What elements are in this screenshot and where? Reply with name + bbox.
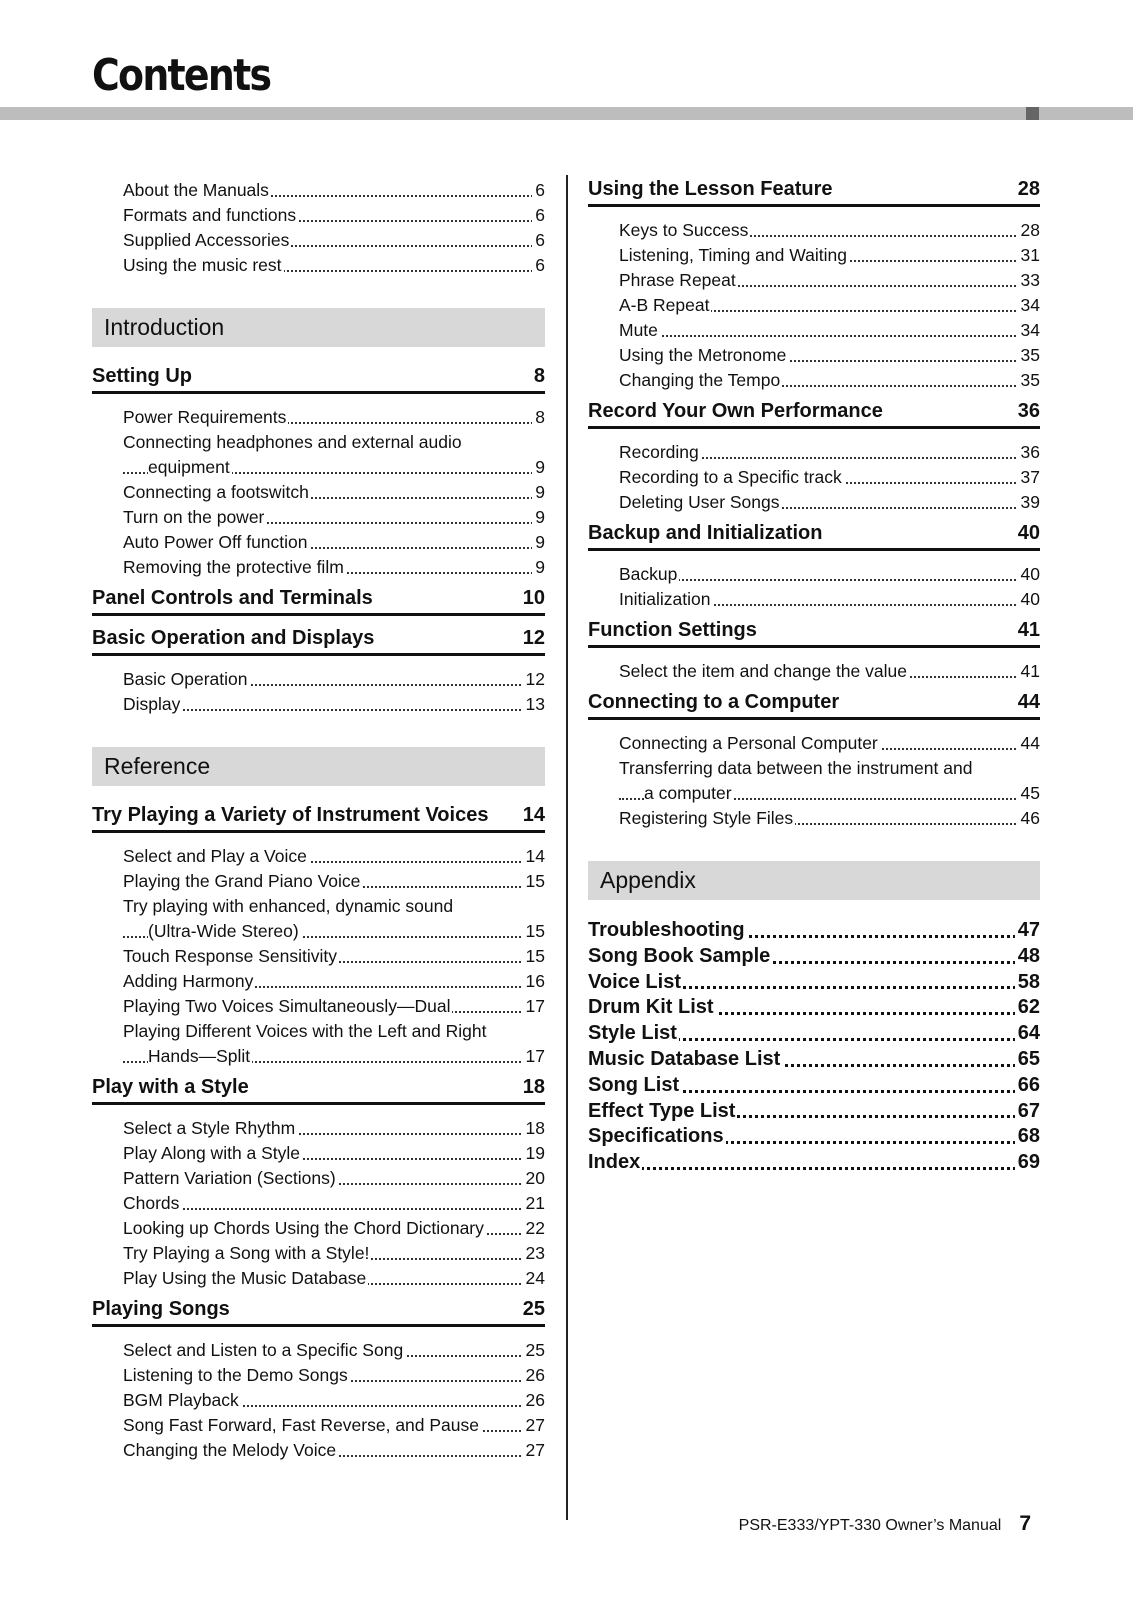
toc-entry[interactable] [123, 1216, 545, 1241]
toc-entry[interactable] [619, 268, 1040, 293]
toc-entry[interactable] [123, 869, 545, 894]
entry-page: 37 [1018, 465, 1040, 490]
chapter-page: 14 [522, 804, 545, 826]
footer-manual-title: PSR-E333/YPT-330 Owner’s Manual [738, 1517, 1002, 1534]
entry-title: Song Book Sample [588, 944, 771, 967]
entry-title: Display [123, 694, 181, 714]
entry-page: 27 [523, 1438, 545, 1463]
chapter-title: Setting Up [92, 365, 192, 387]
toc-entry[interactable] [619, 806, 1040, 831]
entry-page: 18 [523, 1116, 545, 1141]
entry-title: Pattern Variation (Sections) [123, 1168, 336, 1188]
toc-entry[interactable] [619, 587, 1040, 612]
entry-page: 68 [1015, 1124, 1040, 1150]
entry-title: Basic Operation [123, 669, 248, 689]
chapter-page: 28 [1017, 178, 1040, 200]
toc-entry[interactable] [123, 1116, 545, 1141]
entry-title: Changing the Melody Voice [123, 1440, 337, 1460]
toc-entry[interactable] [619, 490, 1040, 515]
entry-title-line [123, 430, 545, 455]
appendix-entry[interactable] [588, 1073, 1040, 1099]
entry-title: Connecting a Personal Computer [619, 733, 878, 753]
entry-page: 31 [1018, 243, 1040, 268]
toc-entry[interactable] [619, 293, 1040, 318]
entry-title: BGM Playback [123, 1390, 239, 1410]
chapter-entry[interactable] [92, 1298, 545, 1327]
chapter-entry[interactable] [92, 804, 545, 833]
entry-title: Connecting a footswitch [123, 482, 309, 502]
entry-title: Registering Style Files [619, 808, 794, 828]
entry-page: 21 [523, 1191, 545, 1216]
page-title: Contents [92, 50, 271, 101]
toc-entry[interactable] [123, 1266, 545, 1291]
entry-page: 58 [1015, 970, 1040, 996]
entry-page: 19 [523, 1141, 545, 1166]
dot-leader [123, 709, 545, 711]
chapter-page: 41 [1017, 619, 1040, 641]
toc-entry[interactable] [123, 844, 545, 869]
toc-entry[interactable] [123, 1019, 545, 1069]
toc-entry[interactable] [123, 1438, 545, 1463]
entry-page: 33 [1018, 268, 1040, 293]
chapter-entry[interactable] [92, 587, 545, 616]
appendix-entry[interactable] [588, 918, 1040, 944]
section-heading: Introduction [92, 308, 545, 347]
entry-page: 34 [1018, 318, 1040, 343]
chapter-title: Using the Lesson Feature [588, 178, 833, 200]
appendix-entry[interactable] [588, 1047, 1040, 1073]
toc-entry[interactable] [123, 1363, 545, 1388]
entry-page: 47 [1015, 918, 1040, 944]
entry-page: 9 [532, 555, 545, 580]
entry-title: Style List [588, 1022, 677, 1045]
dot-leader [588, 1167, 1040, 1170]
entry-title: Phrase Repeat [619, 270, 736, 290]
chapter-title: Panel Controls and Terminals [92, 587, 373, 609]
entry-page: 62 [1015, 995, 1040, 1021]
dot-leader [619, 579, 1040, 581]
toc-entry[interactable] [619, 343, 1040, 368]
entry-title-line [123, 1019, 545, 1044]
entry-title: Using the Metronome [619, 345, 787, 365]
entry-page: 12 [523, 667, 545, 692]
entry-page: 25 [523, 1338, 545, 1363]
toc-entry[interactable] [619, 243, 1040, 268]
entry-page: 15 [523, 944, 545, 969]
entry-title: Drum Kit List [588, 996, 714, 1019]
entry-title: Voice List [588, 970, 681, 993]
entry-title: Recording to a Specific track [619, 467, 842, 487]
chapter-title: Function Settings [588, 619, 757, 641]
entry-page: 6 [532, 178, 545, 203]
entry-page: 67 [1015, 1099, 1040, 1125]
appendix-entry[interactable] [588, 1124, 1040, 1150]
toc-entry[interactable] [619, 368, 1040, 393]
entry-page: 9 [532, 505, 545, 530]
entry-title: Play Using the Music Database [123, 1268, 367, 1288]
toc-entry[interactable] [123, 994, 545, 1019]
entry-page: 9 [532, 530, 545, 555]
page-footer [0, 1512, 1031, 1536]
toc-right-column [588, 178, 1040, 1176]
entry-title: Select and Play a Voice [123, 846, 307, 866]
entry-title: Specifications [588, 1125, 724, 1148]
entry-page: 6 [532, 203, 545, 228]
entry-page: 40 [1018, 562, 1040, 587]
toc-entry[interactable] [123, 944, 545, 969]
entry-title: Looking up Chords Using the Chord Dictionary [123, 1218, 484, 1238]
entry-title: Listening to the Demo Songs [123, 1365, 348, 1385]
entry-page: 48 [1015, 944, 1040, 970]
entry-page: 9 [532, 480, 545, 505]
chapter-title: Play with a Style [92, 1076, 249, 1098]
chapter-page: 8 [533, 365, 545, 387]
appendix-entry[interactable] [588, 1021, 1040, 1047]
entry-page: 46 [1018, 806, 1040, 831]
entry-page: 35 [1018, 368, 1040, 393]
toc-entry[interactable] [123, 1388, 545, 1413]
chapter-page: 36 [1017, 400, 1040, 422]
header-rule-marker [1026, 107, 1039, 120]
toc-entry[interactable] [123, 1141, 545, 1166]
entry-page: 14 [523, 844, 545, 869]
entry-title-line [619, 756, 1040, 781]
entry-page: 28 [1018, 218, 1040, 243]
entry-title: Song List [588, 1073, 680, 1096]
entry-title: Effect Type List [588, 1099, 736, 1122]
chapter-page: 40 [1017, 522, 1040, 544]
entry-title: About the Manuals [123, 180, 269, 200]
entry-title: A-B Repeat [619, 295, 710, 315]
toc-entry[interactable] [123, 1191, 545, 1216]
toc-entry[interactable] [619, 440, 1040, 465]
entry-title: Touch Response Sensitivity [123, 946, 337, 966]
entry-title: Play Along with a Style [123, 1143, 301, 1163]
toc-entry[interactable] [123, 530, 545, 555]
chapter-page: 25 [522, 1298, 545, 1320]
entry-page: 15 [523, 919, 545, 944]
entry-title: Listening, Timing and Waiting [619, 245, 847, 265]
chapter-title: Playing Songs [92, 1298, 230, 1320]
toc-entry[interactable] [123, 555, 545, 580]
entry-title-continued [123, 1044, 545, 1069]
appendix-entry[interactable] [588, 970, 1040, 996]
toc-entry[interactable] [619, 659, 1040, 684]
entry-title-cont-text: Hands—Split [148, 1046, 251, 1066]
entry-title: Supplied Accessories [123, 230, 290, 250]
entry-page: 26 [523, 1363, 545, 1388]
appendix-entry[interactable] [588, 1099, 1040, 1125]
toc-entry[interactable] [123, 1413, 545, 1438]
entry-title: Power Requirements [123, 407, 287, 427]
entry-page: 69 [1015, 1150, 1040, 1176]
entry-title: Try playing with enhanced, dynamic sound [123, 896, 454, 916]
entry-page: 35 [1018, 343, 1040, 368]
entry-page: 16 [523, 969, 545, 994]
entry-title: Auto Power Off function [123, 532, 308, 552]
entry-page: 64 [1015, 1021, 1040, 1047]
entry-title-continued [123, 919, 545, 944]
entry-title-continued [619, 781, 1040, 806]
chapter-page: 44 [1017, 691, 1040, 713]
entry-title: Changing the Tempo [619, 370, 781, 390]
chapter-page: 18 [522, 1076, 545, 1098]
entry-title-line [123, 894, 545, 919]
entry-page: 34 [1018, 293, 1040, 318]
entry-title: Song Fast Forward, Fast Reverse, and Pause [123, 1415, 479, 1435]
entry-title: Adding Harmony [123, 971, 254, 991]
appendix-entry[interactable] [588, 995, 1040, 1021]
toc-entry[interactable] [123, 692, 545, 717]
footer-page-number: 7 [1019, 1512, 1031, 1535]
entry-title: Select and Listen to a Specific Song [123, 1340, 404, 1360]
toc-entry[interactable] [123, 430, 545, 480]
chapter-entry[interactable] [588, 400, 1040, 429]
toc-entry[interactable] [123, 505, 545, 530]
toc-entry[interactable] [123, 178, 545, 203]
entry-title: Troubleshooting [588, 919, 745, 941]
entry-title: Select a Style Rhythm [123, 1118, 296, 1138]
toc-entry[interactable] [619, 318, 1040, 343]
entry-title-continued [123, 455, 545, 480]
entry-page: 8 [532, 405, 545, 430]
appendix-entry[interactable] [588, 1150, 1040, 1176]
entry-page: 66 [1015, 1073, 1040, 1099]
entry-title-cont-text: a computer [644, 783, 732, 803]
column-divider [566, 175, 568, 1520]
entry-title: Turn on the power [123, 507, 265, 527]
chapter-entry[interactable] [588, 522, 1040, 551]
header-rule [0, 107, 1133, 120]
entry-title: Chords [123, 1193, 180, 1213]
toc-entry[interactable] [123, 1241, 545, 1266]
entry-page: 17 [523, 994, 545, 1019]
chapter-title: Basic Operation and Displays [92, 627, 375, 649]
entry-title: Music Database List [588, 1047, 781, 1070]
toc-entry[interactable] [123, 667, 545, 692]
entry-title: Transferring data between the instrument and [619, 758, 973, 778]
entry-title: Playing the Grand Piano Voice [123, 871, 361, 891]
entry-title: Using the music rest [123, 255, 282, 275]
chapter-title: Backup and Initialization [588, 522, 823, 544]
entry-page: 23 [523, 1241, 545, 1266]
dot-leader [619, 335, 1040, 337]
entry-page: 6 [532, 228, 545, 253]
entry-title: Playing Two Voices Simultaneously—Dual [123, 996, 451, 1016]
chapter-title: Connecting to a Computer [588, 691, 840, 713]
entry-page: 15 [523, 869, 545, 894]
entry-title: Deleting User Songs [619, 492, 780, 512]
chapter-page: 12 [522, 627, 545, 649]
entry-page: 39 [1018, 490, 1040, 515]
toc-entry[interactable] [123, 203, 545, 228]
chapter-entry[interactable] [588, 619, 1040, 648]
toc-entry[interactable] [123, 480, 545, 505]
toc-left-column [92, 178, 545, 1463]
entry-page: 45 [1018, 781, 1040, 806]
entry-page: 6 [532, 253, 545, 278]
entry-title: Try Playing a Song with a Style! [123, 1243, 370, 1263]
entry-page: 20 [523, 1166, 545, 1191]
toc-entry[interactable] [123, 1338, 545, 1363]
toc-entry[interactable] [123, 894, 545, 944]
toc-entry[interactable] [619, 218, 1040, 243]
entry-title: Formats and functions [123, 205, 297, 225]
entry-page: 65 [1015, 1047, 1040, 1073]
entry-page: 44 [1018, 731, 1040, 756]
toc-entry[interactable] [123, 969, 545, 994]
chapter-entry[interactable] [92, 1076, 545, 1105]
entry-title: Removing the protective film [123, 557, 344, 577]
toc-entry[interactable] [123, 405, 545, 430]
toc-entry[interactable] [123, 1166, 545, 1191]
entry-title-cont-text: equipment [148, 457, 230, 477]
toc-entry[interactable] [619, 756, 1040, 806]
entry-title: Connecting headphones and external audio [123, 432, 462, 452]
entry-title: Mute [619, 320, 658, 340]
entry-page: 40 [1018, 587, 1040, 612]
entry-page: 9 [532, 455, 545, 480]
entry-title: Select the item and change the value [619, 661, 907, 681]
toc-entry[interactable] [123, 253, 545, 278]
entry-page: 24 [523, 1266, 545, 1291]
entry-page: 36 [1018, 440, 1040, 465]
entry-page: 17 [523, 1044, 545, 1069]
entry-title: Playing Different Voices with the Left and Right [123, 1021, 487, 1041]
toc-entry[interactable] [619, 465, 1040, 490]
entry-page: 26 [523, 1388, 545, 1413]
chapter-entry[interactable] [92, 365, 545, 394]
entry-page: 13 [523, 692, 545, 717]
entry-page: 41 [1018, 659, 1040, 684]
entry-title: Recording [619, 442, 699, 462]
entry-title: Backup [619, 564, 678, 584]
entry-title-cont-text: (Ultra-Wide Stereo) [148, 921, 299, 941]
chapter-page: 10 [522, 587, 545, 609]
entry-page: 22 [523, 1216, 545, 1241]
toc-entry[interactable] [619, 562, 1040, 587]
chapter-entry[interactable] [92, 627, 545, 656]
entry-title: Initialization [619, 589, 711, 609]
appendix-entry[interactable] [588, 944, 1040, 970]
entry-page: 27 [523, 1413, 545, 1438]
chapter-title: Try Playing a Variety of Instrument Voices [92, 804, 489, 826]
chapter-entry[interactable] [588, 691, 1040, 720]
section-heading: Appendix [588, 861, 1040, 900]
chapter-entry[interactable] [588, 178, 1040, 207]
toc-entry[interactable] [123, 228, 545, 253]
dot-leader [123, 1208, 545, 1210]
entry-title: Keys to Success [619, 220, 749, 240]
section-heading: Reference [92, 747, 545, 786]
toc-entry[interactable] [619, 731, 1040, 756]
chapter-title: Record Your Own Performance [588, 400, 883, 422]
entry-title: Index [588, 1151, 641, 1174]
